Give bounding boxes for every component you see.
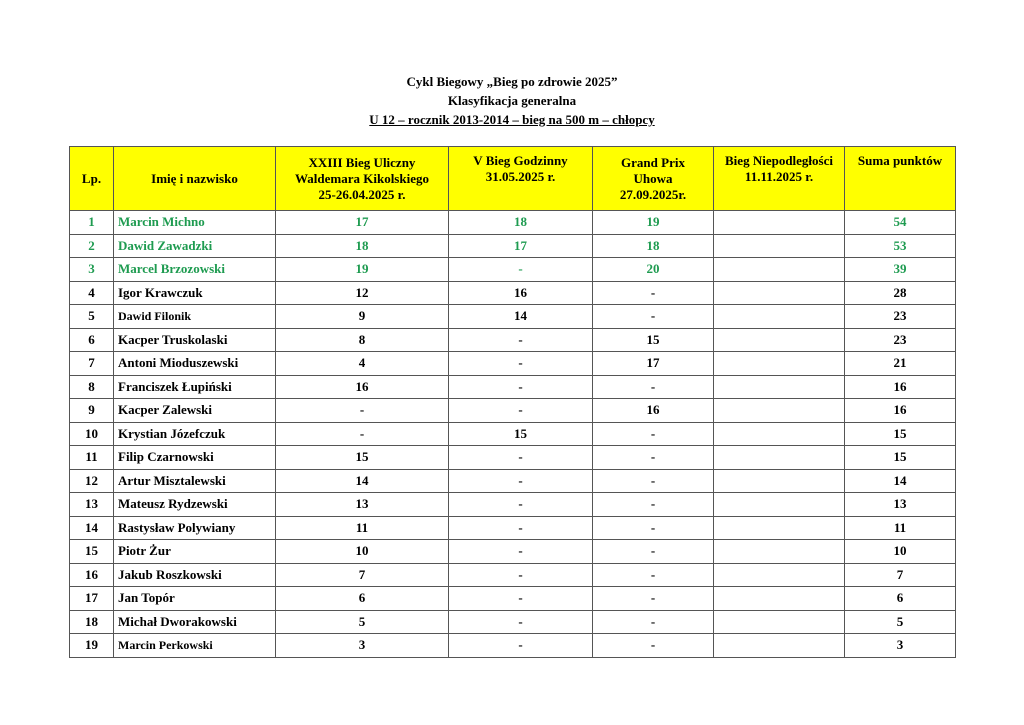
race1-cell: 11 [276, 516, 449, 540]
race4-cell [714, 563, 845, 587]
table-header-row [70, 147, 956, 211]
sum-cell: 13 [845, 493, 956, 517]
classification-title: Klasyfikacja generalna [447, 93, 577, 108]
table-row [70, 540, 956, 564]
table-row [70, 587, 956, 611]
name-cell: Marcel Brzozowski [114, 258, 276, 282]
sum-cell: 11 [845, 516, 956, 540]
category-title: U 12 – rocznik 2013-2014 – bieg na 500 m – chłopcy [369, 112, 655, 127]
race2-cell: - [449, 375, 593, 399]
race2-cell: - [449, 563, 593, 587]
col-lp-header: Lp. [70, 147, 114, 211]
race1-cell: 19 [276, 258, 449, 282]
table-row [70, 493, 956, 517]
race1-cell: 18 [276, 234, 449, 258]
name-cell: Piotr Żur [114, 540, 276, 564]
race4-cell [714, 375, 845, 399]
document-header [0, 72, 1024, 129]
race2-cell: - [449, 352, 593, 376]
sum-cell: 23 [845, 328, 956, 352]
race1-cell: 17 [276, 211, 449, 235]
race4-cell [714, 281, 845, 305]
sum-cell: 53 [845, 234, 956, 258]
lp-cell: 2 [70, 234, 114, 258]
name-cell: Franciszek Łupiński [114, 375, 276, 399]
race1-cell: 15 [276, 446, 449, 470]
race3-cell: - [593, 305, 714, 329]
sum-cell: 39 [845, 258, 956, 282]
race4-cell [714, 234, 845, 258]
race4-cell [714, 469, 845, 493]
col-race2-header: V Bieg Godzinny 31.05.2025 r. [449, 147, 593, 211]
race1-cell: 16 [276, 375, 449, 399]
name-cell: Antoni Mioduszewski [114, 352, 276, 376]
race2-cell: 15 [449, 422, 593, 446]
name-cell: Dawid Filonik [114, 305, 276, 329]
race4-cell [714, 540, 845, 564]
race1-cell: 9 [276, 305, 449, 329]
sum-cell: 21 [845, 352, 956, 376]
sum-cell: 15 [845, 422, 956, 446]
race3-cell: - [593, 540, 714, 564]
race1-cell: 10 [276, 540, 449, 564]
table-row [70, 422, 956, 446]
name-cell: Igor Krawczuk [114, 281, 276, 305]
table-row [70, 281, 956, 305]
race3-cell: - [593, 375, 714, 399]
lp-cell: 16 [70, 563, 114, 587]
race1-cell: 5 [276, 610, 449, 634]
race3-cell: - [593, 610, 714, 634]
lp-cell: 4 [70, 281, 114, 305]
lp-cell: 15 [70, 540, 114, 564]
name-cell: Artur Misztalewski [114, 469, 276, 493]
race4-cell [714, 587, 845, 611]
race2-cell: 16 [449, 281, 593, 305]
race2-cell: - [449, 516, 593, 540]
lp-cell: 14 [70, 516, 114, 540]
name-cell: Jakub Roszkowski [114, 563, 276, 587]
race3-cell: - [593, 422, 714, 446]
name-cell: Marcin Michno [114, 211, 276, 235]
lp-cell: 1 [70, 211, 114, 235]
race3-cell: - [593, 587, 714, 611]
name-cell: Rastysław Polywiany [114, 516, 276, 540]
name-cell: Michał Dworakowski [114, 610, 276, 634]
sum-cell: 3 [845, 634, 956, 658]
lp-cell: 8 [70, 375, 114, 399]
table-row [70, 563, 956, 587]
race3-cell: - [593, 493, 714, 517]
name-cell: Krystian Józefczuk [114, 422, 276, 446]
race3-cell: 18 [593, 234, 714, 258]
race4-cell [714, 634, 845, 658]
race4-cell [714, 352, 845, 376]
results-table [69, 146, 956, 658]
col-race3-header: Grand Prix Uhowa 27.09.2025r. [593, 147, 714, 211]
race3-cell: - [593, 563, 714, 587]
name-cell: Marcin Perkowski [114, 634, 276, 658]
lp-cell: 6 [70, 328, 114, 352]
race3-cell: - [593, 281, 714, 305]
race4-cell [714, 516, 845, 540]
race2-cell: - [449, 610, 593, 634]
race1-cell: 4 [276, 352, 449, 376]
sum-cell: 16 [845, 399, 956, 423]
race3-cell: - [593, 516, 714, 540]
race2-cell: 14 [449, 305, 593, 329]
table-row [70, 610, 956, 634]
sum-cell: 23 [845, 305, 956, 329]
sum-cell: 15 [845, 446, 956, 470]
race3-cell: 20 [593, 258, 714, 282]
name-cell: Mateusz Rydzewski [114, 493, 276, 517]
race4-cell [714, 305, 845, 329]
name-cell: Kacper Zalewski [114, 399, 276, 423]
table-row [70, 258, 956, 282]
col-race4-header: Bieg Niepodległości 11.11.2025 r. [714, 147, 845, 211]
lp-cell: 13 [70, 493, 114, 517]
race4-cell [714, 211, 845, 235]
race2-cell: - [449, 469, 593, 493]
sum-cell: 16 [845, 375, 956, 399]
table-row [70, 446, 956, 470]
race2-cell: - [449, 399, 593, 423]
name-cell: Kacper Truskolaski [114, 328, 276, 352]
race3-cell: - [593, 469, 714, 493]
lp-cell: 12 [70, 469, 114, 493]
race1-cell: 14 [276, 469, 449, 493]
sum-cell: 5 [845, 610, 956, 634]
col-race1-header: XXIII Bieg Uliczny Waldemara Kikolskiego 25-26.04.2025 r. [276, 147, 449, 211]
table-row [70, 634, 956, 658]
race4-cell [714, 610, 845, 634]
sum-cell: 28 [845, 281, 956, 305]
lp-cell: 3 [70, 258, 114, 282]
race4-cell [714, 422, 845, 446]
lp-cell: 10 [70, 422, 114, 446]
race3-cell: 19 [593, 211, 714, 235]
race3-cell: - [593, 446, 714, 470]
lp-cell: 5 [70, 305, 114, 329]
table-row [70, 305, 956, 329]
lp-cell: 7 [70, 352, 114, 376]
race2-cell: - [449, 634, 593, 658]
race1-cell: 8 [276, 328, 449, 352]
name-cell: Dawid Zawadzki [114, 234, 276, 258]
race3-cell: 17 [593, 352, 714, 376]
name-cell: Filip Czarnowski [114, 446, 276, 470]
table-row [70, 375, 956, 399]
race2-cell: 17 [449, 234, 593, 258]
race2-cell: - [449, 540, 593, 564]
race4-cell [714, 258, 845, 282]
race1-cell: - [276, 399, 449, 423]
race2-cell: - [449, 587, 593, 611]
table-row [70, 399, 956, 423]
race4-cell [714, 399, 845, 423]
table-row [70, 469, 956, 493]
race3-cell: 15 [593, 328, 714, 352]
col-sum-header: Suma punktów [845, 147, 956, 211]
race3-cell: 16 [593, 399, 714, 423]
race2-cell: - [449, 258, 593, 282]
race1-cell: 13 [276, 493, 449, 517]
table-row [70, 352, 956, 376]
sum-cell: 6 [845, 587, 956, 611]
race2-cell: - [449, 328, 593, 352]
lp-cell: 17 [70, 587, 114, 611]
race2-cell: - [449, 493, 593, 517]
race4-cell [714, 446, 845, 470]
race3-cell: - [593, 634, 714, 658]
race1-cell: - [276, 422, 449, 446]
sum-cell: 7 [845, 563, 956, 587]
race1-cell: 7 [276, 563, 449, 587]
table-row [70, 328, 956, 352]
col-name-header: Imię i nazwisko [114, 147, 276, 211]
race1-cell: 12 [276, 281, 449, 305]
series-title: Cykl Biegowy „Bieg po zdrowie 2025” [406, 74, 618, 89]
race1-cell: 6 [276, 587, 449, 611]
race2-cell: - [449, 446, 593, 470]
table-row [70, 211, 956, 235]
name-cell: Jan Topór [114, 587, 276, 611]
sum-cell: 10 [845, 540, 956, 564]
lp-cell: 9 [70, 399, 114, 423]
lp-cell: 11 [70, 446, 114, 470]
race4-cell [714, 493, 845, 517]
table-row [70, 516, 956, 540]
race4-cell [714, 328, 845, 352]
sum-cell: 54 [845, 211, 956, 235]
sum-cell: 14 [845, 469, 956, 493]
lp-cell: 18 [70, 610, 114, 634]
table-row [70, 234, 956, 258]
lp-cell: 19 [70, 634, 114, 658]
race2-cell: 18 [449, 211, 593, 235]
race1-cell: 3 [276, 634, 449, 658]
results-body [70, 211, 956, 658]
